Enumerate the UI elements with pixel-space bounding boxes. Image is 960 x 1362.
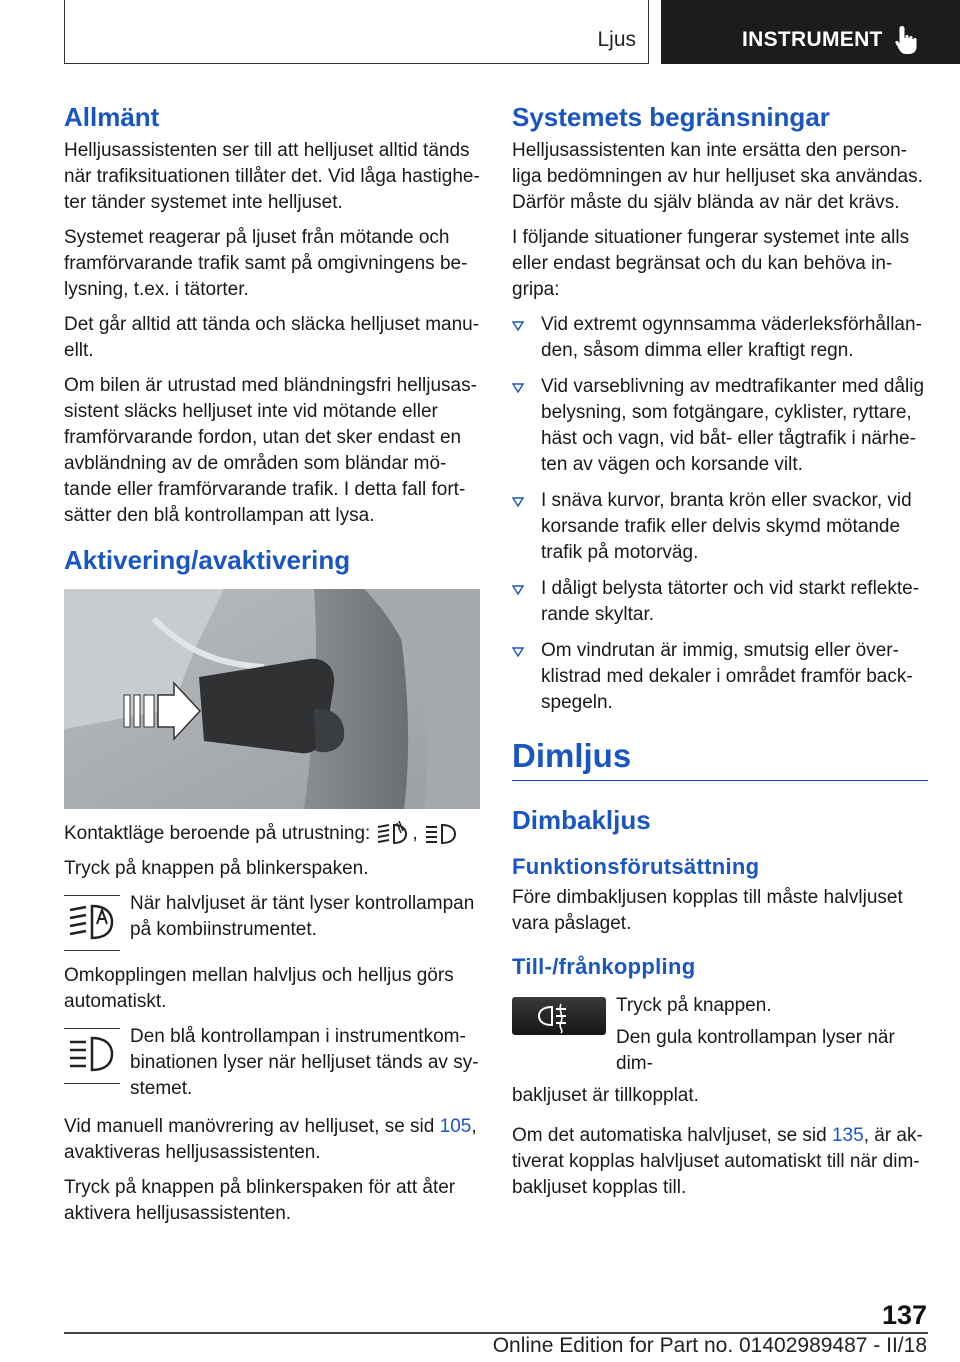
heading-limits: Systemets begränsningar xyxy=(512,102,830,132)
chapter-title: INSTRUMENT xyxy=(742,28,883,51)
triangle-bullet-icon xyxy=(512,647,524,657)
triangle-bullet-icon xyxy=(512,383,524,393)
caption-separator: , xyxy=(412,823,418,844)
right-column xyxy=(512,100,928,1210)
icon-note-low-beam xyxy=(64,891,480,951)
paragraph: Om bilen är utrustad med bländningsfri helljusas-sistent släcks helljuset inte vid mötande eller framförvarande fordon, utan det sker endast en avbländning av de områden som bländar mö-tande eller framförvarande trafik. I detta fall fort-sätter den blå kontrollampan att lysa. xyxy=(64,375,477,526)
list-item xyxy=(512,488,928,566)
page-number: 137 xyxy=(881,1300,927,1330)
page-link-135[interactable]: 135 xyxy=(831,1125,864,1146)
high-beam-indicator xyxy=(64,1028,120,1084)
paragraph: Före dimbakljusen kopplas till måste halvljuset vara påslaget. xyxy=(512,887,903,934)
icon-note-text: När halvljuset är tänt lyser kontrollampan på kombiinstrumentet. xyxy=(130,893,475,940)
paragraph: I följande situationer fungerar systemet inte alls eller endast begränsat och du kan behöva in-gripa: xyxy=(512,227,910,300)
text: , är ak-tiverat kopplas halvljuset automatiskt till när dim-bakljuset kopplas till. xyxy=(512,1125,923,1198)
page-link-105[interactable]: 105 xyxy=(439,1116,472,1137)
heading-function-requirement: Funktionsförutsättning xyxy=(512,854,760,879)
caption-contact xyxy=(64,821,480,847)
triangle-bullet-icon xyxy=(512,497,524,507)
high-beam-icon xyxy=(64,1029,120,1082)
heading-fog-lights: Dimljus xyxy=(512,734,928,781)
heading-activation: Aktivering/avaktivering xyxy=(64,545,351,575)
heading-rear-fog: Dimbakljus xyxy=(512,805,651,835)
button-instruction: Tryck på knappen. xyxy=(616,995,772,1016)
text: Vid manuell manövrering av helljuset, se sid xyxy=(64,1116,440,1137)
section-title: Ljus xyxy=(597,28,636,51)
list-item xyxy=(512,638,928,716)
paragraph: Helljusassistenten ser till att helljuset alltid tänds när trafiksituationen tillåter det. Vid låga hastighe-ter tänder systemet inte helljuset. xyxy=(64,140,480,213)
paragraph-manual xyxy=(64,1114,480,1166)
heading-general: Allmänt xyxy=(64,102,160,132)
rear-fog-button-note xyxy=(512,993,928,1109)
list-item-text: Om vindrutan är immig, smutsig eller över-klistrad med dekaler i området framför back-spegeln. xyxy=(541,640,913,713)
caption-text: Kontaktläge beroende på utrustning: xyxy=(64,823,371,844)
turn-signal-stalk-photo xyxy=(64,589,480,809)
paragraph: Tryck på knappen på blinkerspaken för att åter aktivera helljusassistenten. xyxy=(64,1177,456,1224)
text: , avaktiveras helljusassistenten. xyxy=(64,1116,477,1163)
button-indicator-text: Den gula kontrollampan lyser när dim- xyxy=(616,1027,895,1074)
icon-note-high-beam xyxy=(64,1024,480,1102)
pointing-hand-icon xyxy=(893,24,921,56)
text: Om det automatiska halvljuset, se sid xyxy=(512,1125,832,1146)
heading-toggle: Till-/frånkoppling xyxy=(512,954,696,979)
list-item xyxy=(512,374,928,478)
button-indicator-text-cont: bakljuset är tillkopplat. xyxy=(512,1085,699,1106)
footer-edition: Online Edition for Part no. 01402989487 - II/18 xyxy=(492,1334,927,1357)
list-item-text: Vid varseblivning av medtrafikanter med dålig belysning, som fotgängare, cyklister, ryttare, häst och vagn, vid båt- eller tågtrafik i närhe-ten av vägen och korsande vilt. xyxy=(541,376,925,475)
auto-high-beam-icon xyxy=(64,896,120,949)
list-item-text: I dåligt belysta tätorter och vid starkt reflekte-rande skyltar. xyxy=(541,578,920,625)
header-section-box xyxy=(64,0,649,64)
list-item-text: I snäva kurvor, branta krön eller svackor, vid korsande trafik eller delvis skymd mötande trafik på motorväg. xyxy=(541,490,912,563)
list-item-text: Vid extremt ogynnsamma väderleksförhållan-den, såsom dimma eller kraftigt regn. xyxy=(541,314,922,361)
paragraph: Omkopplingen mellan halvljus och helljus görs automatiskt. xyxy=(64,965,454,1012)
paragraph: Systemet reagerar på ljuset från mötande och framförvarande trafik samt på omgivningens be-lysning, t.ex. i tätorter. xyxy=(64,227,468,300)
header-chapter-box xyxy=(661,0,960,64)
icon-note-text: Den blå kontrollampan i instrumentkom-binationen lyser när helljuset tänds av sy-stemet. xyxy=(130,1026,479,1099)
list-item xyxy=(512,576,928,628)
high-beam-icon xyxy=(424,821,458,847)
limitations-list xyxy=(512,312,928,716)
triangle-bullet-icon xyxy=(512,321,524,331)
triangle-bullet-icon xyxy=(512,585,524,595)
paragraph: Det går alltid att tända och släcka helljuset manu-ellt. xyxy=(64,314,480,361)
auto-high-beam-icon xyxy=(376,821,410,847)
auto-high-beam-indicator xyxy=(64,895,120,951)
rear-fog-button xyxy=(512,997,606,1035)
list-item xyxy=(512,312,928,364)
rear-fog-light-icon xyxy=(512,997,606,1035)
left-column xyxy=(64,100,480,1236)
paragraph-auto xyxy=(512,1123,928,1201)
paragraph: Helljusassistenten kan inte ersätta den person-liga bedömningen av hur helljuset ska användas. Därför måste du själv blända av när det krävs. xyxy=(512,140,923,213)
paragraph: Tryck på knappen på blinkerspaken. xyxy=(64,858,369,879)
